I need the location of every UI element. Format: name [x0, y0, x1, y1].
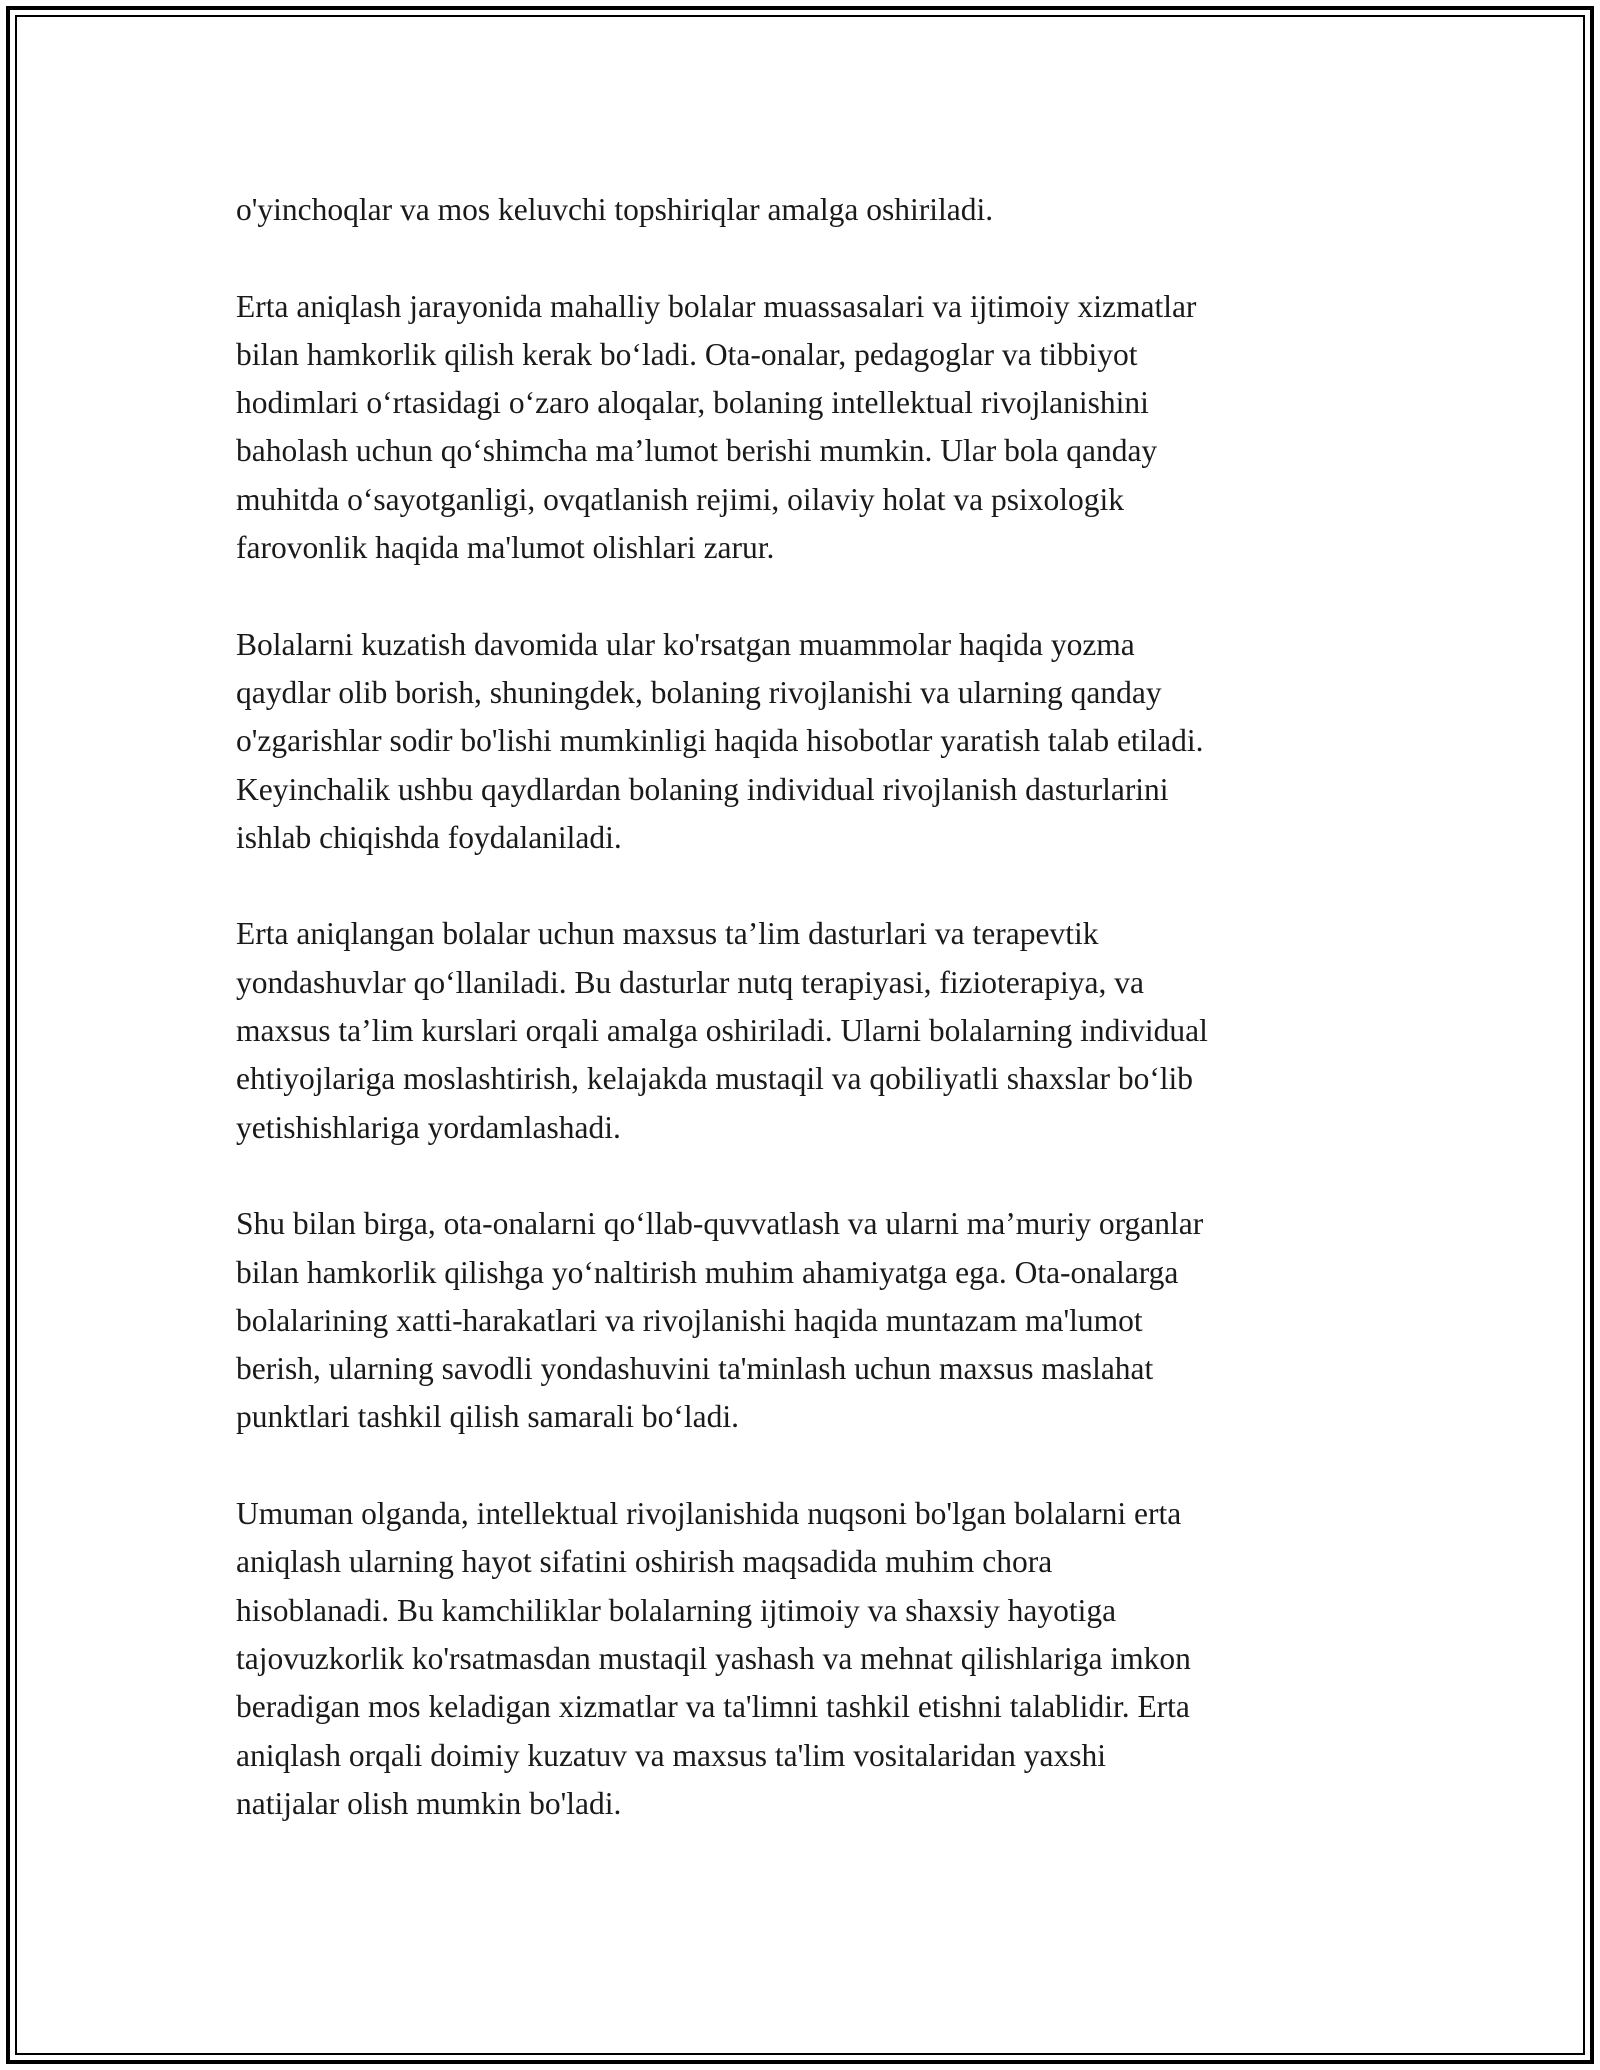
text-line: baholash uchun qo‘shimcha ma’lumot berishi mumkin. Ular bola qanday [236, 433, 1158, 469]
text-line: aniqlash orqali doimiy kuzatuv va maxsus ta'lim vositalaridan yaxshi [236, 1737, 1107, 1773]
text-line: yondashuvlar qo‘llaniladi. Bu dasturlar nutq terapiyasi, fizioterapiya, va [236, 964, 1144, 1000]
paragraph-4 [236, 910, 1366, 1151]
text-line: hodimlari o‘rtasidagi o‘zaro aloqalar, bolaning intellektual rivojlanishini [236, 385, 1149, 421]
text-line: beradigan mos keladigan xizmatlar va ta'limni tashkil etishni talablidir. Erta [236, 1689, 1190, 1725]
text-line: ishlab chiqishda foydalaniladi. [236, 819, 622, 855]
text-line: bolalarining xatti-harakatlari va rivojlanishi haqida muntazam ma'lumot [236, 1302, 1143, 1338]
text-line: hisoblanadi. Bu kamchiliklar bolalarning ijtimoiy va shaxsiy hayotiga [236, 1592, 1117, 1628]
paragraph-6 [236, 1490, 1366, 1828]
paragraph-5 [236, 1200, 1366, 1441]
text-line: yetishishlariga yordamlashadi. [236, 1109, 621, 1145]
text-line: maxsus ta’lim kurslari orqali amalga oshiriladi. Ularni bolalarning individual [236, 1013, 1208, 1049]
text-line: farovonlik haqida ma'lumot olishlari zarur. [236, 530, 775, 566]
text-line: Erta aniqlangan bolalar uchun maxsus ta’lim dasturlari va terapevtik [236, 916, 1099, 952]
paragraph-2 [236, 283, 1366, 573]
text-line: o'zgarishlar sodir bo'lishi mumkinligi haqida hisobotlar yaratish talab etiladi. [236, 723, 1204, 759]
text-line: bilan hamkorlik qilish kerak bo‘ladi. Ota-onalar, pedagoglar va tibbiyot [236, 336, 1138, 372]
text-line: Keyinchalik ushbu qaydlardan bolaning individual rivojlanish dasturlarini [236, 771, 1169, 807]
text-line: muhitda o‘sayotganligi, ovqatlanish rejimi, oilaviy holat va psixologik [236, 481, 1124, 517]
text-line: qaydlar olib borish, shuningdek, bolaning rivojlanishi va ularning qanday [236, 674, 1162, 710]
text-line: o'yinchoqlar va mos keluvchi topshiriqlar amalga oshiriladi. [236, 192, 994, 227]
document-body [236, 186, 1366, 1876]
text-line: Bolalarni kuzatish davomida ular ko'rsatgan muammolar haqida yozma [236, 626, 1135, 662]
text-line: natijalar olish mumkin bo'ladi. [236, 1785, 622, 1821]
paragraph-1 [236, 186, 1366, 234]
paragraph-3 [236, 621, 1366, 862]
text-line: berish, ularning savodli yondashuvini ta'minlash uchun maxsus maslahat [236, 1351, 1154, 1387]
text-line: bilan hamkorlik qilishga yo‘naltirish muhim ahamiyatga ega. Ota-onalarga [236, 1254, 1179, 1290]
text-line: Shu bilan birga, ota-onalarni qo‘llab-quvvatlash va ularni ma’muriy organlar [236, 1206, 1204, 1242]
text-line: Erta aniqlash jarayonida mahalliy bolalar muassasalari va ijtimoiy xizmatlar [236, 288, 1197, 324]
text-line: ehtiyojlariga moslashtirish, kelajakda mustaqil va qobiliyatli shaxslar bo‘lib [236, 1061, 1194, 1097]
text-line: Umuman olganda, intellektual rivojlanishida nuqsoni bo'lgan bolalarni erta [236, 1496, 1182, 1532]
text-line: aniqlash ularning hayot sifatini oshirish maqsadida muhim chora [236, 1544, 1053, 1580]
text-line: tajovuzkorlik ko'rsatmasdan mustaqil yashash va mehnat qilishlariga imkon [236, 1640, 1191, 1676]
text-line: punktlari tashkil qilish samarali bo‘ladi. [236, 1399, 740, 1435]
